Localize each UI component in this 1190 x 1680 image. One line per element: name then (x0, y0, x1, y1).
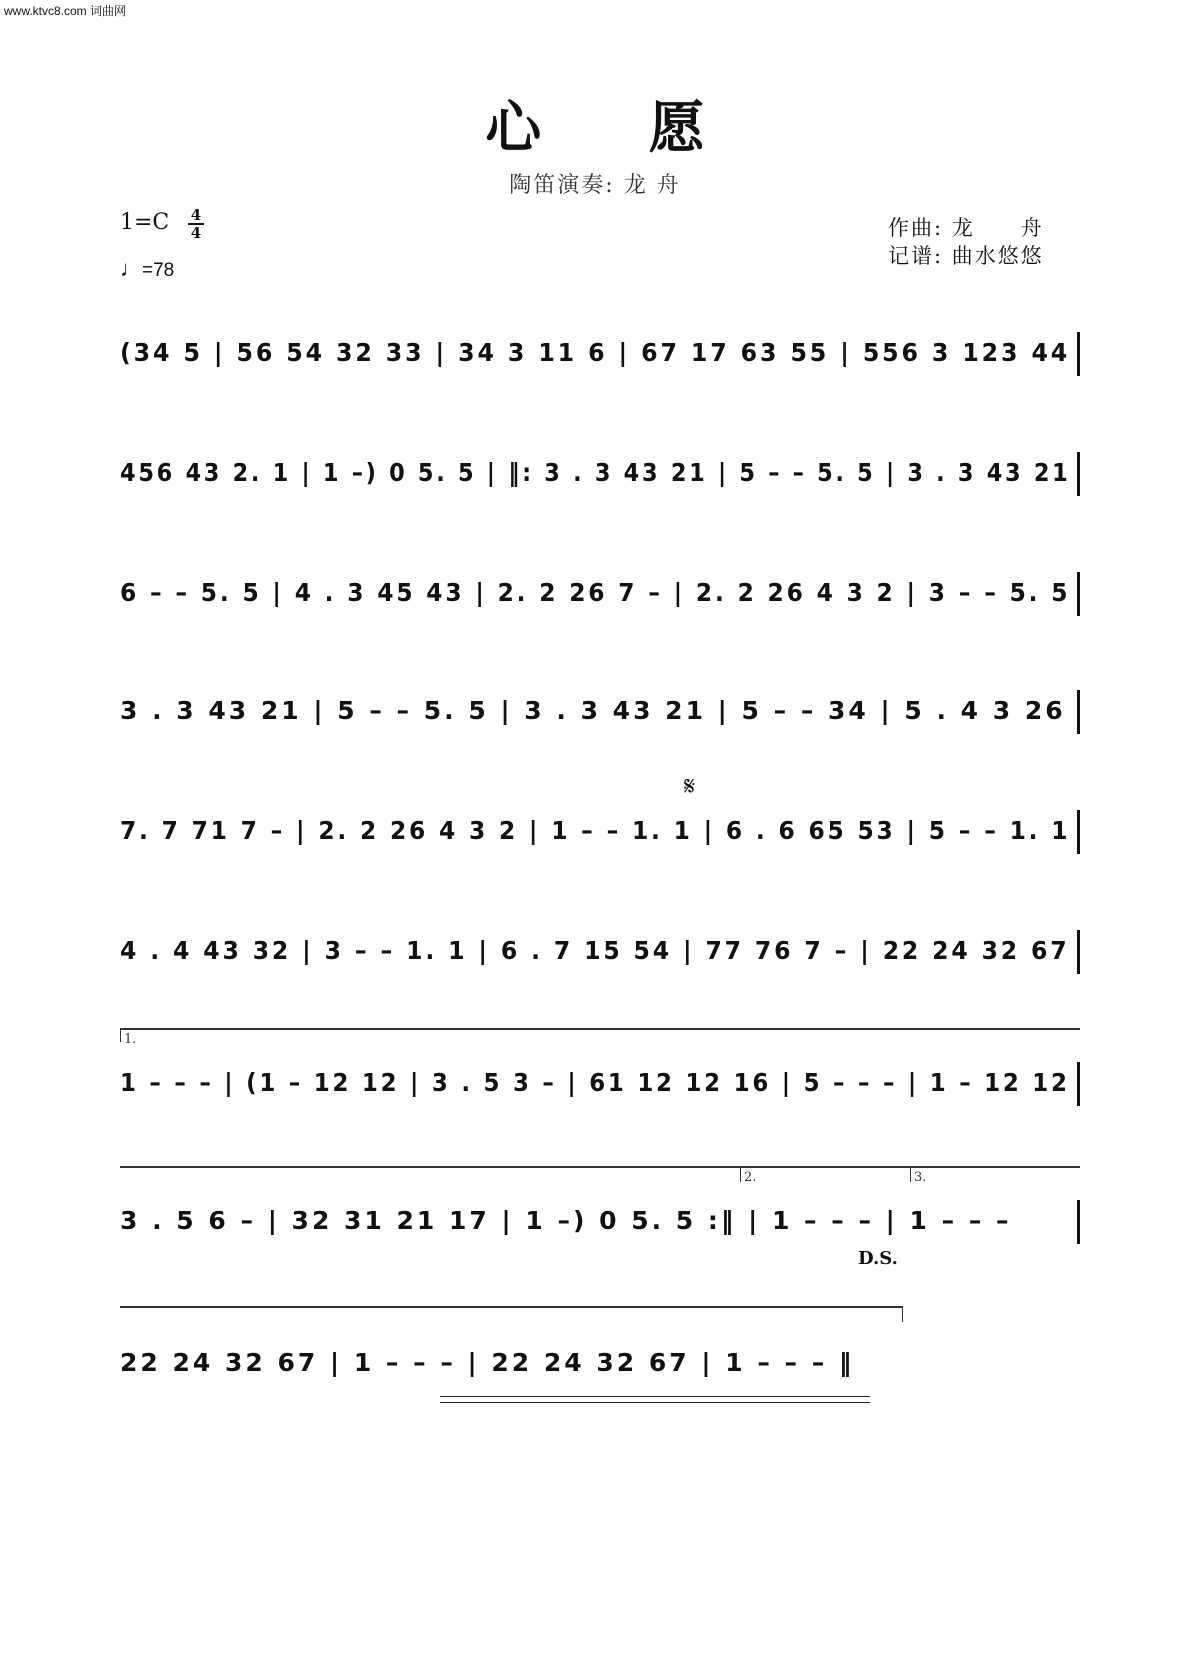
measure: 6 . 7 15 54 (500, 936, 672, 965)
measure: 22 24 32 67 (120, 1348, 319, 1377)
score-row (120, 1206, 1080, 1246)
volta-2-number: 2. (744, 1170, 757, 1185)
measure: 1 – – – (120, 1068, 214, 1097)
measure: 3 . 3 43 21 (524, 696, 706, 725)
measure: 5 . 4 3 26 (904, 696, 1066, 725)
volta-3-line-cont (120, 1306, 902, 1308)
segno-icon: 𝄋 (684, 772, 696, 802)
barline: | (290, 458, 323, 487)
subtitle: 陶笛演奏: 龙 舟 (509, 173, 681, 198)
barline: | (424, 338, 459, 367)
barline: | (771, 1068, 804, 1097)
measure: 1 – 12 12 (929, 1068, 1070, 1097)
row-end-barline (1077, 930, 1080, 974)
row-end-barline (1077, 810, 1080, 854)
barline: | (213, 1068, 247, 1097)
barline: | (692, 816, 726, 845)
barline: | (897, 1068, 930, 1097)
measure: 2. 2 26 4 3 2 (318, 816, 519, 845)
barline: | (895, 578, 929, 607)
measure: 3 . 3 43 21 (120, 696, 302, 725)
measure: 3 . 3 43 21 (907, 458, 1071, 487)
measure: 1 –) 0 5. 5 (322, 458, 477, 487)
row-end-barline (1077, 1200, 1080, 1244)
score-row (120, 1068, 1080, 1108)
barline: | (868, 696, 905, 725)
score-row-text (120, 458, 1071, 487)
measure: 3 – – 5. 5 (928, 578, 1071, 607)
measure: 1 – – – (771, 1206, 874, 1235)
barline: | (689, 1348, 726, 1377)
measure: 56 54 32 33 (236, 338, 425, 367)
measure: 34 3 11 6 (458, 338, 608, 367)
measure: 1 – – – (353, 1348, 456, 1377)
score-row (120, 936, 1080, 976)
measure: 6 . 6 65 53 (725, 816, 896, 845)
decrescendo-lines (440, 1396, 870, 1406)
quarter-note-icon: ♩ (120, 256, 142, 281)
score-row (120, 816, 1080, 856)
score-row-text (120, 1206, 1012, 1235)
row-end-barline (1077, 452, 1080, 496)
barline: | (202, 338, 237, 367)
volta-1-line (120, 1028, 1080, 1030)
measure: 5 – – – (803, 1068, 898, 1097)
measure: 3 – – 1. 1 (324, 936, 468, 965)
measure: 61 12 12 16 (589, 1068, 772, 1097)
time-signature-bottom: 4 (190, 224, 202, 242)
transcriber: 记谱: 曲水悠悠 (888, 244, 1044, 268)
volta-3-end-tick (902, 1306, 903, 1322)
barline: | (518, 816, 552, 845)
barline: | (291, 936, 325, 965)
barline: | (301, 696, 338, 725)
tempo-marking (120, 256, 174, 282)
measure: 5 – – 1. 1 (928, 816, 1071, 845)
measure: 6 – – 5. 5 (120, 578, 262, 607)
measure: 456 43 2. 1 (120, 458, 291, 487)
score-row (120, 458, 1080, 498)
score-row (120, 696, 1080, 736)
score-row-text (120, 1348, 854, 1377)
score-row (120, 338, 1080, 378)
score-row-text (120, 1068, 1070, 1097)
score-row-text (120, 696, 1066, 725)
barline: | (895, 816, 929, 845)
measure: 1 –) 0 5. 5 :‖ (525, 1206, 737, 1235)
measure: 556 3 123 44 (862, 338, 1071, 367)
volta-3-number: 3. (914, 1170, 927, 1185)
barline: | (464, 578, 498, 607)
volta-2-tick (740, 1166, 741, 1182)
barline: | (318, 1348, 354, 1377)
row-end-barline (1077, 332, 1080, 376)
measure: 3 . 5 6 – (120, 1206, 256, 1235)
barline: | (707, 458, 740, 487)
measure: 5 – – 5. 5 (739, 458, 876, 487)
measure: 1 – – – (909, 1206, 1012, 1235)
barline: | (556, 1068, 590, 1097)
ds-marking: D.S. (858, 1248, 898, 1269)
barline: | (849, 936, 883, 965)
score-row-text (120, 816, 1070, 845)
composer: 作曲: 龙 舟 (888, 216, 1044, 240)
measure: 2. 2 26 7 – (497, 578, 663, 607)
page-title: 心 愿 (485, 95, 749, 161)
measure: 7. 7 71 7 – (120, 816, 286, 845)
barline: | (256, 1206, 292, 1235)
barline: | (671, 936, 706, 965)
volta-1-tick (120, 1028, 121, 1042)
volta-1-number: 1. (124, 1032, 137, 1047)
barline: | (476, 458, 509, 487)
measure: 1 – – – ‖ (725, 1348, 855, 1377)
barline: | (607, 338, 642, 367)
tempo-value: =78 (142, 260, 175, 281)
barline: | (489, 1206, 526, 1235)
barline: | (285, 816, 319, 845)
measure: (1 – 12 12 (246, 1068, 400, 1097)
score-row (120, 1348, 1080, 1388)
credits (888, 214, 1044, 270)
measure: 4 . 4 43 32 (120, 936, 292, 965)
barline: | (662, 578, 696, 607)
measure: 3 . 5 3 – (431, 1068, 557, 1097)
barline: | (875, 458, 908, 487)
time-signature (188, 207, 204, 241)
measure: 2. 2 26 4 3 2 (695, 578, 896, 607)
row-end-barline (1077, 1062, 1080, 1106)
measure: 4 . 3 45 43 (294, 578, 465, 607)
volta-3-tick (910, 1166, 911, 1182)
barline: | (455, 1348, 492, 1377)
site-watermark: www.ktvc8.com 词曲网 (4, 4, 127, 18)
barline: | (261, 578, 295, 607)
key-signature: 1=C (120, 210, 170, 235)
barline: | (829, 338, 863, 367)
barline: | (399, 1068, 432, 1097)
barline: | (705, 696, 742, 725)
barline: | (873, 1206, 910, 1235)
time-signature-top: 4 (190, 206, 202, 224)
row-end-barline (1077, 572, 1080, 616)
measure: ‖: 3 . 3 43 21 (508, 458, 708, 487)
barline: | (467, 936, 501, 965)
measure: 1 – – 1. 1 (551, 816, 693, 845)
measure: 5 – – 34 (741, 696, 869, 725)
score-row-text (120, 338, 1070, 367)
measure: (34 5 (120, 338, 203, 367)
barline: | (488, 696, 525, 725)
volta-1-line-cont (120, 1166, 1080, 1168)
score-row-text (120, 936, 1069, 965)
row-end-barline (1077, 690, 1080, 734)
measure: 22 24 32 67 (491, 1348, 690, 1377)
score-row-text (120, 578, 1070, 607)
score-row (120, 578, 1080, 618)
barline: | (736, 1206, 772, 1235)
measure: 22 24 32 67 (882, 936, 1070, 965)
measure: 32 31 21 17 (291, 1206, 490, 1235)
measure: 67 17 63 55 (641, 338, 830, 367)
measure: 77 76 7 – (705, 936, 850, 965)
measure: 5 – – 5. 5 (337, 696, 489, 725)
